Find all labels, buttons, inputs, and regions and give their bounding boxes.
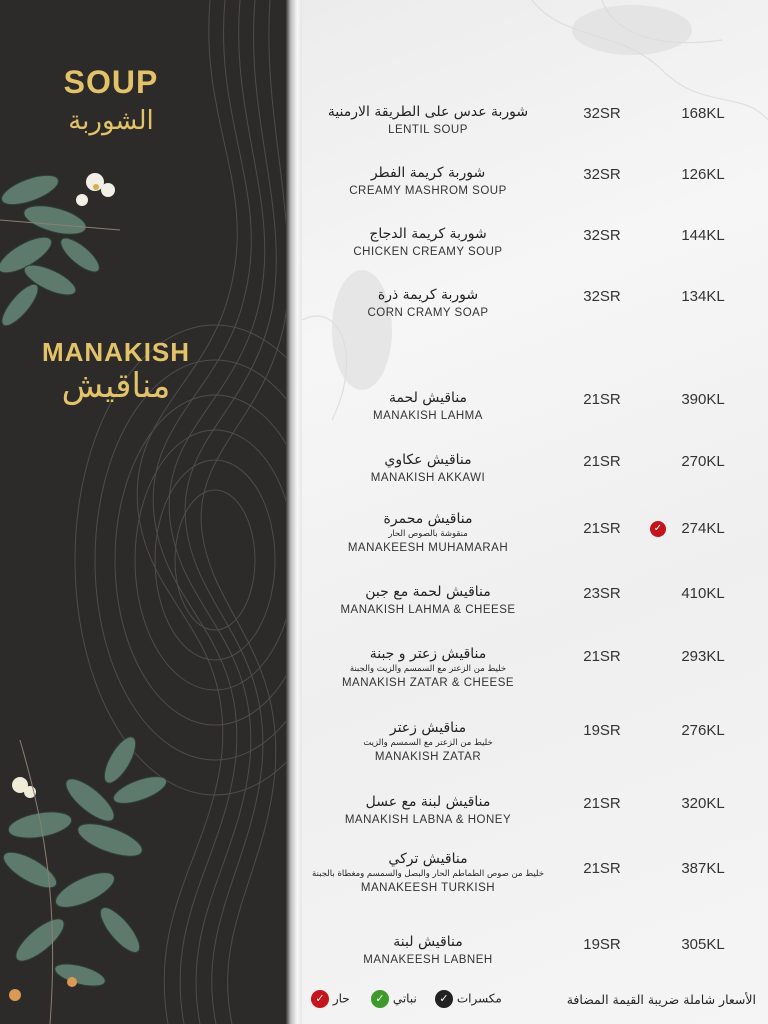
vegetarian-icon: ✓: [371, 990, 389, 1008]
vat-note: الأسعار شاملة ضريبة القيمة المضافة: [566, 992, 756, 1007]
item-name-ar: مناقيش تركي: [388, 851, 468, 867]
section-title-soup-en: SOUP: [63, 64, 159, 100]
item-price: 21SR: [583, 795, 621, 812]
item-price: 32SR: [583, 288, 621, 305]
item-name-en: MANAKEESH LABNEH: [363, 954, 493, 966]
item-price: 19SR: [583, 722, 621, 739]
item-calories: 144KL: [681, 227, 725, 244]
botanical-leaves-top: [0, 160, 150, 340]
nuts-icon: ✓: [435, 990, 453, 1008]
legend-vegetarian-label: نباتي: [392, 991, 417, 1006]
botanical-leaves-bottom: [0, 730, 170, 1024]
item-calories: 274KL: [681, 520, 725, 537]
item-name-en: MANAKISH LAHMA: [373, 410, 483, 422]
item-description: خليط من صوص الطماطم الحار والبصل والسمسم ومغطاة بالجبنة: [312, 869, 544, 879]
legend-vegetarian: [368, 990, 417, 1008]
item-price: 21SR: [583, 453, 621, 470]
section-title-soup-ar: الشوربة: [68, 106, 154, 136]
item-name-en: MANAKISH LABNA & HONEY: [344, 814, 512, 826]
section-title-manakish-ar: مناقيش: [61, 366, 171, 406]
item-name-ar: مناقيش لحمة مع جبن: [365, 584, 491, 600]
item-name-ar: شوربة كريمة الفطر: [370, 165, 486, 181]
item-calories: 320KL: [681, 795, 725, 812]
item-name-ar: شوربة كريمة الدجاج: [369, 226, 487, 242]
item-calories: 168KL: [681, 105, 725, 122]
item-price: 32SR: [583, 227, 621, 244]
item-calories: 126KL: [681, 166, 725, 183]
item-price: 21SR: [583, 520, 621, 537]
item-name-en: MANAKISH LAHMA & CHEESE: [340, 604, 516, 616]
item-name-ar: مناقيش لحمة: [388, 390, 468, 406]
item-calories: 387KL: [681, 860, 725, 877]
legend-spicy-label: حار: [332, 991, 350, 1006]
item-name-en: MANAKISH ZATAR & CHEESE: [341, 677, 515, 689]
item-description: خليط من الزعتر مع السمسم والزيت والجبنة: [349, 664, 507, 674]
item-name-en: MANAKEESH TURKISH: [360, 882, 496, 894]
item-calories: 305KL: [681, 936, 725, 953]
item-name-ar: شوربة عدس على الطريقة الارمنية: [327, 104, 529, 120]
item-calories: 390KL: [681, 391, 725, 408]
item-name-en: CREAMY MASHROM SOUP: [349, 185, 507, 197]
item-calories: 270KL: [681, 453, 725, 470]
legend-spicy: [308, 990, 350, 1008]
legend-nuts: [432, 990, 502, 1008]
item-price: 23SR: [583, 585, 621, 602]
item-description: خليط من الزعتر مع السمسم والزيت: [363, 738, 493, 748]
item-price: 32SR: [583, 166, 621, 183]
item-name-en: MANAKISH ZATAR: [374, 751, 482, 763]
legend-nuts-label: مكسرات: [456, 991, 502, 1006]
item-name-en: CORN CRAMY SOAP: [367, 307, 489, 319]
item-calories: 410KL: [681, 585, 725, 602]
item-price: 19SR: [583, 936, 621, 953]
item-name-ar: مناقيش زعتر و جبنة: [369, 646, 487, 662]
spicy-icon: ✓: [311, 990, 329, 1008]
item-name-ar: مناقيش لبنة مع عسل: [365, 794, 491, 810]
item-calories: 293KL: [681, 648, 725, 665]
item-name-en: LENTIL SOUP: [388, 124, 468, 136]
item-name-en: CHICKEN CREAMY SOUP: [353, 246, 503, 258]
item-calories: 134KL: [681, 288, 725, 305]
item-name-ar: مناقيش عكاوي: [384, 452, 472, 468]
item-name-ar: مناقيش لبنة: [393, 934, 463, 950]
item-price: 21SR: [583, 648, 621, 665]
item-name-en: MANAKEESH MUHAMARAH: [347, 542, 509, 554]
section-title-manakish-en: MANAKISH: [41, 337, 191, 367]
item-description: منقوشة بالصوص الحار: [388, 529, 468, 539]
item-name-ar: مناقيش محمرة: [383, 511, 473, 527]
item-name-ar: مناقيش زعتر: [389, 720, 467, 736]
item-price: 21SR: [583, 391, 621, 408]
panel-divider: [286, 0, 302, 1024]
item-name-en: MANAKISH AKKAWI: [370, 472, 486, 484]
item-price: 21SR: [583, 860, 621, 877]
legend-footer: [302, 988, 768, 1018]
item-calories: 276KL: [681, 722, 725, 739]
left-decorative-panel: [0, 0, 290, 1024]
item-name-ar: شوربة كريمة ذرة: [377, 287, 479, 303]
item-price: 32SR: [583, 105, 621, 122]
spicy-icon: ✓: [650, 521, 666, 537]
